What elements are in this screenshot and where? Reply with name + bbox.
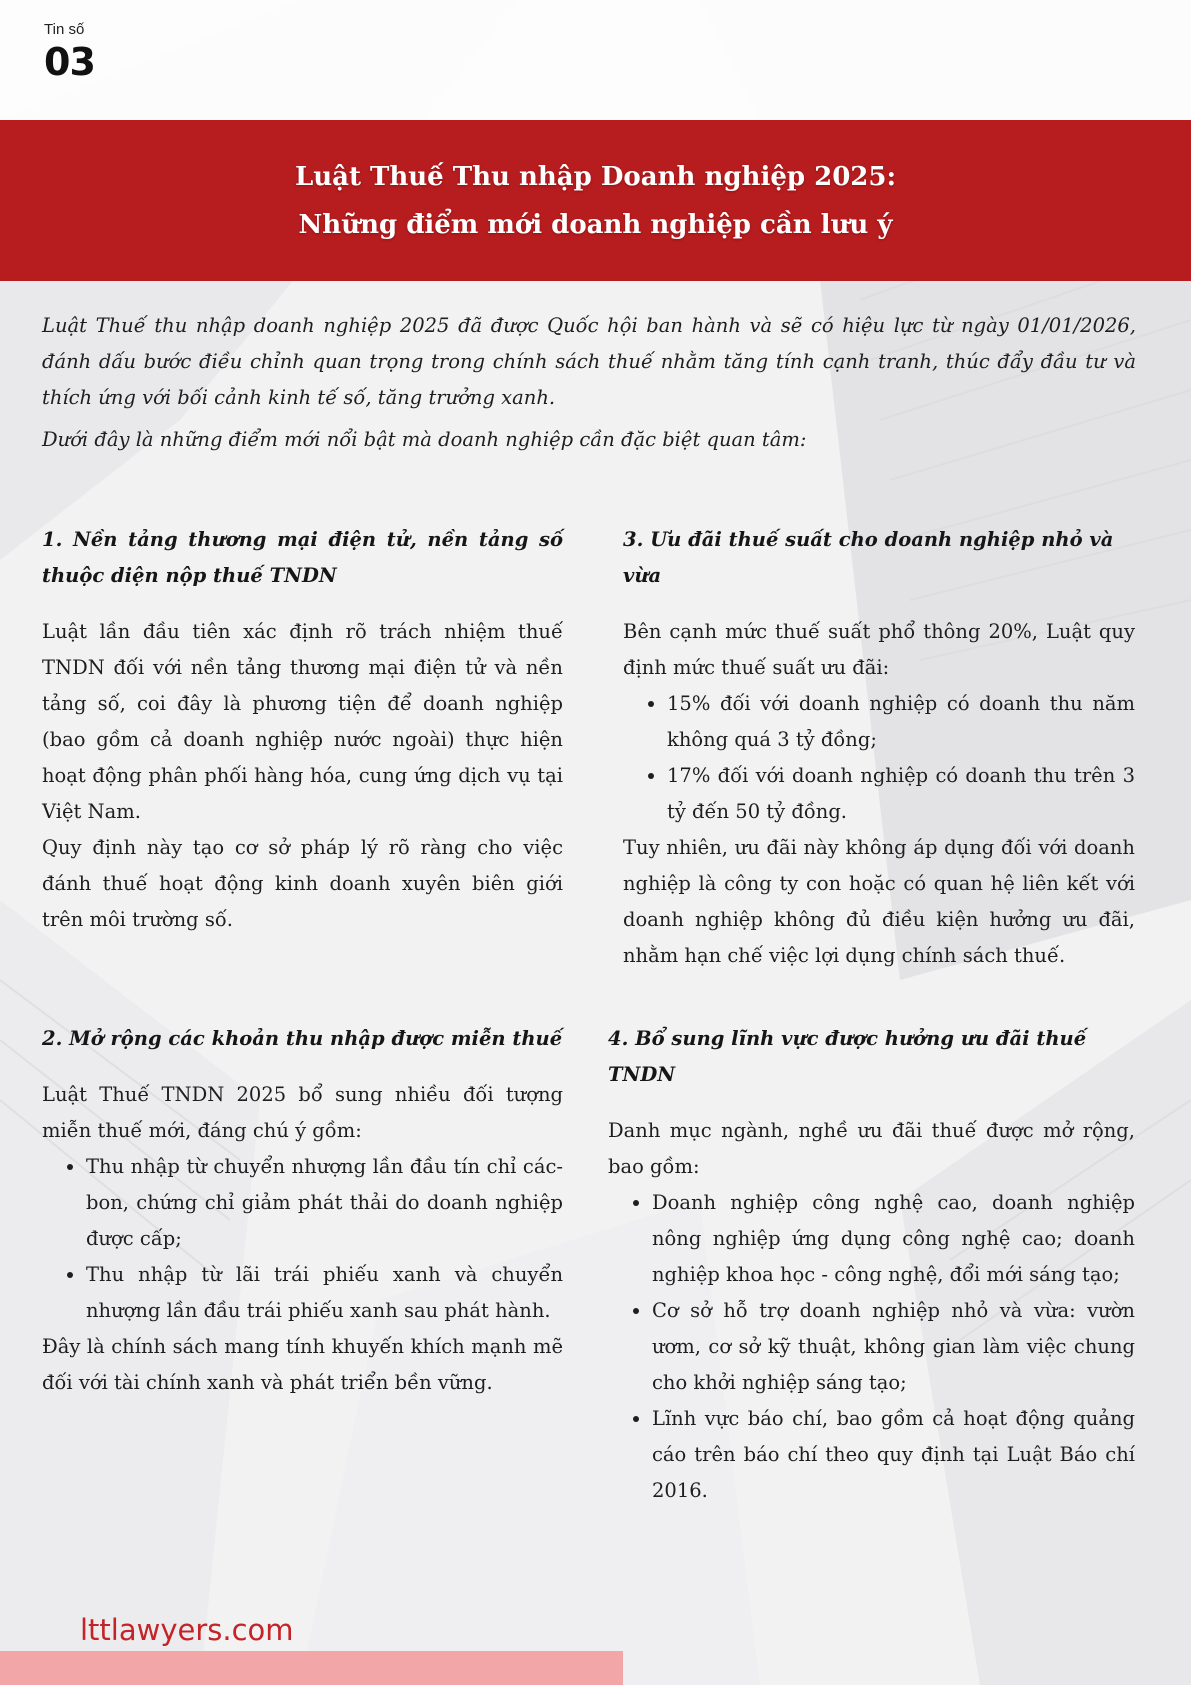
list-item: • Thu nhập từ lãi trái phiếu xanh và chuyển nhượng lần đầu trái phiếu xanh sau phát hành. xyxy=(86,1257,563,1329)
section-paragraph: Luật lần đầu tiên xác định rõ trách nhiệm thuế TNDN đối với nền tảng thương mại điện tử và nền tảng số, coi đây là phương tiện để doanh nghiệp (bao gồm cả doanh nghiệp nước ngoài) thực hiện hoạt động phân phối hàng hóa, cung ứng dịch vụ tại Việt Nam. xyxy=(42,620,563,823)
bullet-list xyxy=(608,1185,1135,1509)
title-line-1: Luật Thuế Thu nhập Doanh nghiệp 2025: xyxy=(294,161,897,192)
list-item: • Lĩnh vực báo chí, bao gồm cả hoạt động quảng cáo trên báo chí theo quy định tại Luật Báo chí 2016. xyxy=(652,1401,1135,1509)
section-heading: 1. Nền tảng thương mại điện tử, nền tảng số thuộc diện nộp thuế TNDN xyxy=(42,528,563,587)
issue-number: 03 xyxy=(44,40,95,84)
section-paragraph: Tuy nhiên, ưu đãi này không áp dụng đối với doanh nghiệp là công ty con hoặc có quan hệ liên kết với doanh nghiệp không đủ điều kiện hưởng ưu đãi, nhằm hạn chế việc lợi dụng chính sách thuế. xyxy=(623,836,1135,967)
list-item: • Doanh nghiệp công nghệ cao, doanh nghiệp nông nghiệp ứng dụng công nghệ cao; doanh nghiệp khoa học - công nghệ, đổi mới sáng tạo; xyxy=(652,1185,1135,1293)
list-item: • Cơ sở hỗ trợ doanh nghiệp nhỏ và vừa: vườn ươm, cơ sở kỹ thuật, không gian làm việc chung cho khởi nghiệp sáng tạo; xyxy=(652,1293,1135,1401)
title-line-2: Những điểm mới doanh nghiệp cần lưu ý xyxy=(298,209,893,240)
intro-text xyxy=(42,308,1136,464)
section-2 xyxy=(42,1021,563,1401)
section-paragraph: Danh mục ngành, nghề ưu đãi thuế được mở rộng, bao gồm: xyxy=(608,1119,1135,1178)
list-item: • Thu nhập từ chuyển nhượng lần đầu tín chỉ các-bon, chứng chỉ giảm phát thải do doanh nghiệp được cấp; xyxy=(86,1149,563,1257)
section-heading: 3. Ưu đãi thuế suất cho doanh nghiệp nhỏ và vừa xyxy=(623,528,1114,587)
list-item: • 15% đối với doanh nghiệp có doanh thu năm không quá 3 tỷ đồng; xyxy=(667,686,1135,758)
section-paragraph: Luật Thuế TNDN 2025 bổ sung nhiều đối tượng miễn thuế mới, đáng chú ý gồm: xyxy=(42,1083,563,1142)
title-banner xyxy=(0,120,1191,281)
list-item: • 17% đối với doanh nghiệp có doanh thu trên 3 tỷ đến 50 tỷ đồng. xyxy=(667,758,1135,830)
website-link[interactable]: lttlawyers.com xyxy=(80,1613,294,1647)
section-4 xyxy=(608,1021,1135,1509)
section-heading: 2. Mở rộng các khoản thu nhập được miễn thuế xyxy=(42,1027,563,1050)
section-paragraph: Bên cạnh mức thuế suất phổ thông 20%, Luật quy định mức thuế suất ưu đãi: xyxy=(623,620,1135,679)
footer-bar xyxy=(0,1651,623,1685)
bullet-list xyxy=(623,686,1135,830)
section-1 xyxy=(42,522,563,938)
intro-lead-in: Dưới đây là những điểm mới nổi bật mà doanh nghiệp cần đặc biệt quan tâm: xyxy=(42,428,807,451)
issue-block xyxy=(44,20,95,84)
bullet-list xyxy=(42,1149,563,1329)
intro-paragraph: Luật Thuế thu nhập doanh nghiệp 2025 đã được Quốc hội ban hành và sẽ có hiệu lực từ ngày 01/01/2026, đánh dấu bước điều chỉnh quan trọng trong chính sách thuế nhằm tăng tính cạnh tranh, thúc đẩy đầu tư và thích ứng với bối cảnh kinh tế số, tăng trưởng xanh. xyxy=(42,314,1136,409)
section-3 xyxy=(623,522,1135,974)
section-paragraph: Quy định này tạo cơ sở pháp lý rõ ràng cho việc đánh thuế hoạt động kinh doanh xuyên biên giới trên môi trường số. xyxy=(42,836,563,931)
section-paragraph: Đây là chính sách mang tính khuyến khích mạnh mẽ đối với tài chính xanh và phát triển bền vững. xyxy=(42,1335,563,1394)
section-heading: 4. Bổ sung lĩnh vực được hưởng ưu đãi thuế TNDN xyxy=(608,1027,1087,1086)
issue-label: Tin số xyxy=(44,21,85,38)
